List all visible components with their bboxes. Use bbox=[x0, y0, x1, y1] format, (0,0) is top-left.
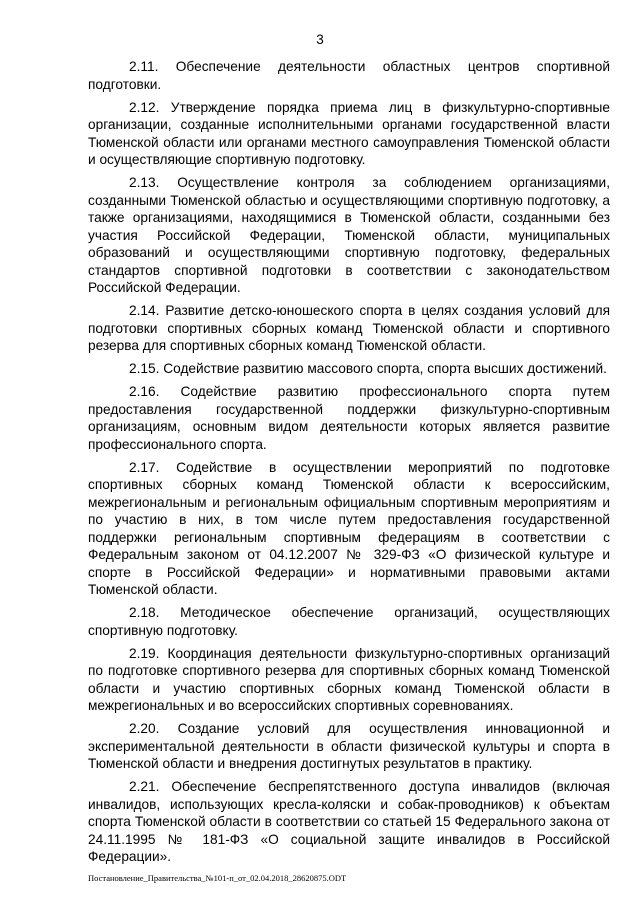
paragraph-2-14: 2.14. Развитие детско-юношеского спорта в целях создания условий для подготовки спортивных сборных команд Тюменской области и спортивного резерва для спортивных сборных команд Тюменской области. bbox=[88, 303, 610, 353]
paragraph-2-20: 2.20. Создание условий для осуществления инновационной и экспериментальной деятельности в области физической культуры и спорта в Тюменской области и внедрения достигнутых результатов в практику. bbox=[88, 721, 610, 771]
paragraph-2-17: 2.17. Содействие в осуществлении мероприятий по подготовке спортивных сборных команд Тюменской области к всероссийским, межрегиональным и региональным официальным спортивным мероприятиям и по участию в них, в том числе путем предоставления государственной поддержки региональным спортивным федерациям в соответствии с Федеральным законом от 04.12.2007 № 329-ФЗ «О физической культуре и спорте в Российской Федерации» и нормативными правовыми актами Тюменской области. bbox=[88, 459, 610, 597]
paragraph-2-12: 2.12. Утверждение порядка приема лиц в физкультурно-спортивные организации, созданные исполнительными органами государственной власти Тюменской области или органами местного самоуправления Тюменской области и осуществляющие спортивную подготовку. bbox=[88, 99, 610, 167]
paragraph-2-11: 2.11. Обеспечение деятельности областных центров спортивной подготовки. bbox=[88, 59, 610, 92]
paragraph-2-13: 2.13. Осуществление контроля за соблюдением организациями, созданными Тюменской областью и осуществляющими спортивную подготовку, а также организациями, находящимися в Тюменской области, созданными без участия Российской Федерации, Тюменской области, муниципальных образований и осуществляющими спортивную подготовку, федеральных стандартов спортивной подготовки в соответствии с законодательством Российской Федерации. bbox=[88, 175, 610, 295]
document-footer: Постановление_Правительства_№101-п_от_02.04.2018_28620875.ODT bbox=[88, 873, 347, 883]
page-number: 3 bbox=[316, 32, 324, 47]
paragraph-2-15: 2.15. Содействие развитию массового спорта, спорта высших достижений. bbox=[129, 361, 607, 376]
paragraph-2-19: 2.19. Координация деятельности физкультурно-спортивных организаций по подготовке спортивного резерва для спортивных сборных команд Тюменской области и участию спортивных сборных команд Тюменской области в межрегиональных и во всероссийских спортивных соревнованиях. bbox=[88, 645, 610, 713]
document-body bbox=[88, 58, 610, 871]
paragraph-2-21: 2.21. Обеспечение беспрепятственного доступа инвалидов (включая инвалидов, использующих кресла-коляски и собак-проводников) к объектам спорта Тюменской области в соответствии со статьей 15 Федерального закона от 24.11.1995 № 181-ФЗ «О социальной защите инвалидов в Российской Федерации». bbox=[88, 779, 610, 864]
paragraph-2-18: 2.18. Методическое обеспечение организаций, осуществляющих спортивную подготовку. bbox=[88, 605, 610, 638]
paragraph-2-16: 2.16. Содействие развитию профессионального спорта путем предоставления государственной поддержки физкультурно-спортивным организациям, основным видом деятельности которых является развитие профессионального спорта. bbox=[88, 384, 610, 452]
